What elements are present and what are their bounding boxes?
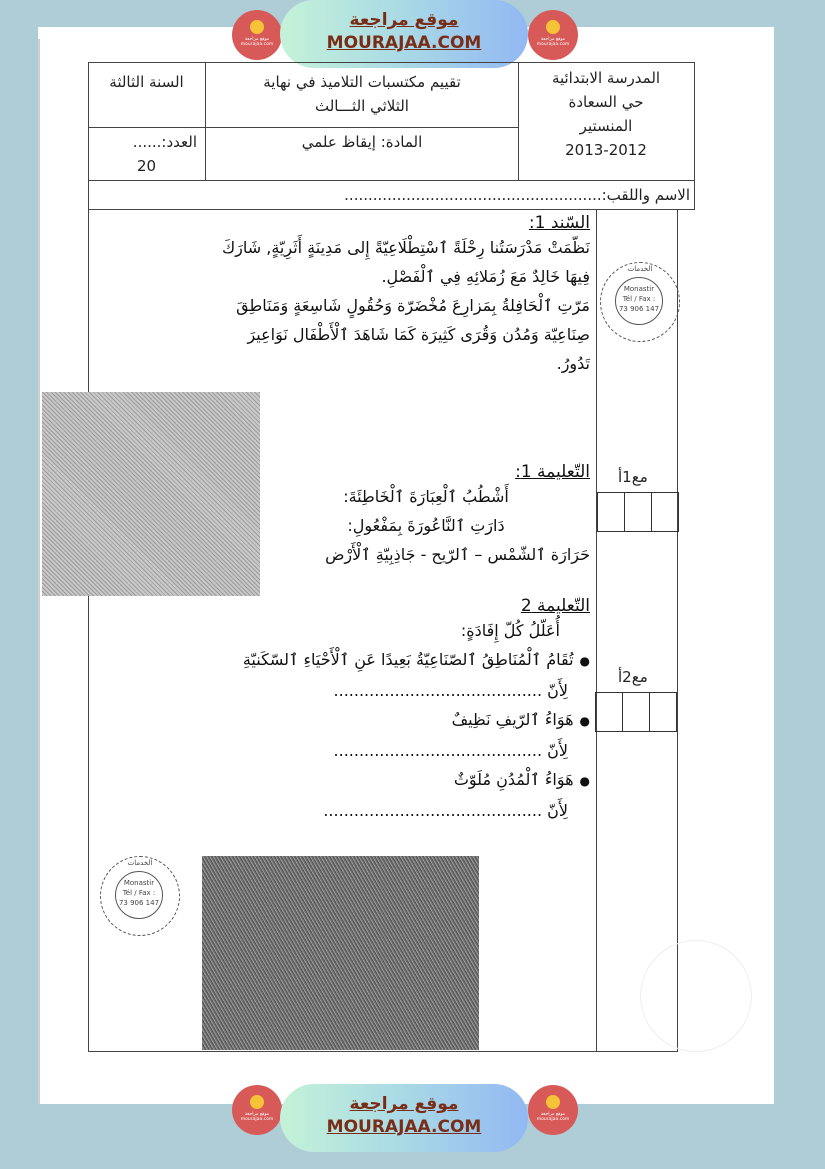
source-section: السّند 1: نَظّمَتْ مَدْرَسَتُنا رِحْلَةً ٱسْتِطْلَاعِيّةً إِلى مَدِينَةٍ أَثَرِيّةٍ, شَارَكَ فِيهَا خَالِدٌ مَعَ زُمَلائِهِ فِي ٱلْفَصْلِ. مَرّتِ ٱلْحَافِلةُ بِمَزارِعَ مُخْضَرّة وَحُقُولٍ شَاسِعَةٍ وَمَنَاطِقَ صِنَاعِيّة وَمُدُن وَقُرَى كَثِيرَة كَمَا شَاهَدَ ٱلْأَطْفَال نَوَاعِيرَ تَدُورُ. [100, 213, 590, 378]
school-stamp: الخدمات Monastir Tél / Fax : 73 906 147 [600, 262, 680, 342]
criterion-2-score-box[interactable] [595, 692, 677, 732]
school-stamp-bottom: الخدمات Monastir Tél / Fax : 73 906 147 [100, 856, 180, 936]
criterion-1-label: مع1أ [618, 468, 648, 486]
site-logo-badge-right[interactable]: موقع مراجعة mourajaa.com [528, 10, 578, 60]
source-title: السّند 1: [528, 213, 590, 233]
instruction-1-options[interactable]: حَرَارَة ٱلشّمْس – ٱلرّيح - جَاذِبِيّةِ ٱلْأَرْض [325, 545, 590, 564]
score-field[interactable]: العدد:...... 20 [132, 133, 197, 175]
criterion-2-label: مع2أ [618, 668, 648, 686]
exam-title: تقييم مكتسبات التلاميذ في نهاية الثلاثي الثـــالث [263, 73, 461, 115]
instruction-2: التّعليمة 2 أُعَلّلُ كُلّ إِفَادَةٍ: ●تُقَامُ ٱلْمُنَاطِقُ ٱلصّنَاعِيّةُ بَعِيدًا عَنِ ٱلْأَحْيَاءِ ٱلسّكَنيّةِ لِأَنّ ......................................... ●هَوَاءُ ٱلرّيفِ نَظِيفٌ لِأَنّ ......................................... ●هَوَاءُ ٱلْمُدُنِ مُلَوّثٌ لِأَنّ ........................................... [220, 596, 590, 825]
faded-stamp [640, 940, 752, 1052]
answer-3[interactable]: لِأَنّ ........................................... [323, 801, 568, 820]
subject-label: المادة: إيقاظ علمي [301, 133, 423, 151]
illegible-image [202, 856, 479, 1050]
site-logo-badge-left[interactable]: موقع مراجعة mourajaa.com [232, 10, 282, 60]
criterion-1-score-box[interactable] [597, 492, 679, 532]
site-logo-badge-right-bottom[interactable]: موقع مراجعة mourajaa.com [528, 1085, 578, 1135]
site-banner-top[interactable]: موقع مراجعة MOURAJAA.COM [280, 0, 528, 68]
site-logo-badge-left-bottom[interactable]: موقع مراجعة mourajaa.com [232, 1085, 282, 1135]
instruction-1: التّعليمة 1: أَشْطُبُ ٱلْعِبَارَةَ ٱلْخَاطِئَةَ: دَارَتِ ٱلنَّاعُورَةَ بِمَفْعُولِ: حَرَارَة ٱلشّمْس – ٱلرّيح - جَاذِبِيّةِ ٱلْأَرْض [262, 462, 590, 569]
instruction-1-title: التّعليمة 1: [515, 462, 590, 482]
windmill-image [42, 392, 260, 596]
site-banner-bottom[interactable]: موقع مراجعة MOURAJAA.COM [280, 1084, 528, 1152]
answer-1[interactable]: لِأَنّ ......................................... [333, 681, 568, 700]
book-icon [250, 1095, 264, 1109]
book-icon [546, 1095, 560, 1109]
answer-2[interactable]: لِأَنّ ......................................... [333, 741, 568, 760]
statement-1: ●تُقَامُ ٱلْمُنَاطِقُ ٱلصّنَاعِيّةُ بَعِيدًا عَنِ ٱلْأَحْيَاءِ ٱلسّكَنيّةِ [242, 650, 590, 669]
school-info: المدرسة الابتدائية حي السعادة المنستير 2013-2012 [551, 69, 661, 159]
book-icon [250, 20, 264, 34]
statement-3: ●هَوَاءُ ٱلْمُدُنِ مُلَوّثٌ [453, 770, 590, 789]
grade-label: السنة الثالثة [109, 73, 184, 91]
statement-2: ●هَوَاءُ ٱلرّيفِ نَظِيفٌ [451, 710, 590, 729]
instruction-2-title: التّعليمة 2 [520, 596, 590, 616]
name-field[interactable]: الاسم واللقب:...................................................... [344, 186, 690, 204]
book-icon [546, 20, 560, 34]
